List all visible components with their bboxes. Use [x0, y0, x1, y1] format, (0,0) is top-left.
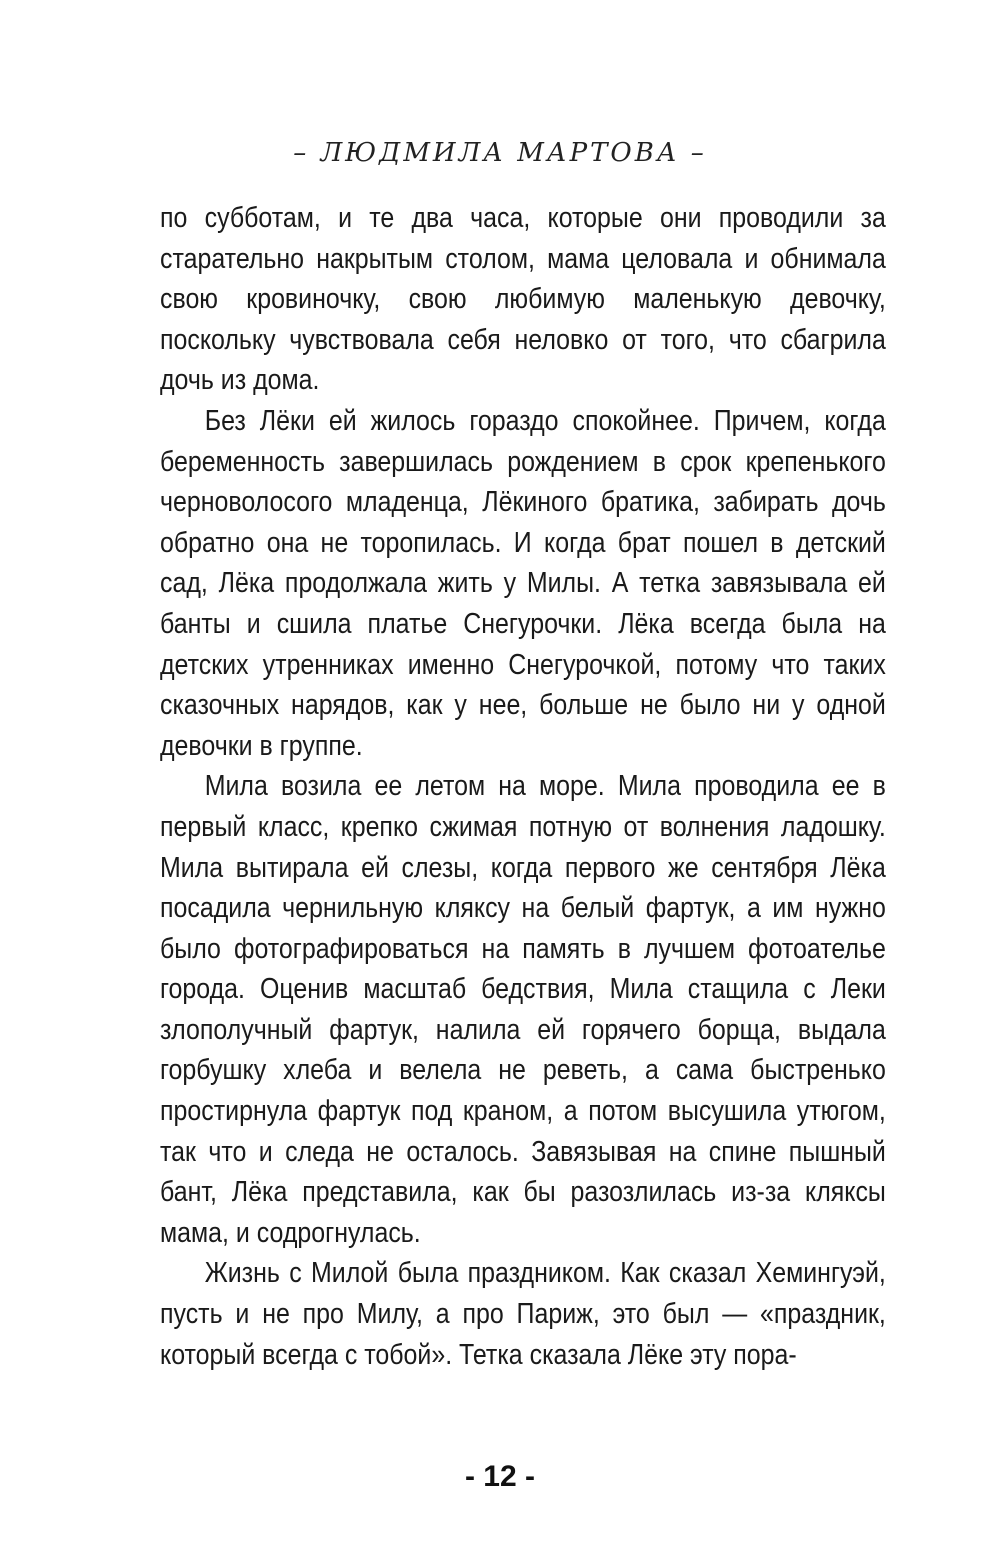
paragraph-3: Мила возила ее летом на море. Мила проводила ее в первый класс, крепко сжимая потную от волнения ладошку. Мила вытирала ей слезы, когда первого же сентября Лёка посадила чернильную кляксу на белый фартук, а им нужно было фотографироваться на память в лучшем фотоателье города. Оценив масштаб бедствия, Мила стащила с Леки злополучный фартук, налила ей горячего борща, выдала горбушку хлеба и велела не реветь, а сама быстренько простирнула фартук под краном, а потом высушила утюгом, так что и следа не осталось. Завязывая на спине пышный бант, Лёка представила, как бы разозлилась из-за кляксы мама, и содрогнулась. — [160, 770, 886, 1249]
paragraph-4: Жизнь с Милой была праздником. Как сказал Хемингуэй, пусть и не про Милу, а про Париж, это был — «праздник, который всегда с тобой». Тетка сказала Лёке эту пора- — [160, 1257, 886, 1371]
paragraph-2: Без Лёки ей жилось гораздо спокойнее. Причем, когда беременность завершилась рождением в срок крепенького черноволосого младенца, Лёкиного братика, забирать дочь обратно она не торопилась. И когда брат пошел в детский сад, Лёка продолжала жить у Милы. А тетка завязывала ей банты и сшила платье Снегурочки. Лёка всегда была на детских утренниках именно Снегурочкой, потому что таких сказочных нарядов, как у нее, больше не было ни у одной девочки в группе. — [160, 404, 886, 762]
page-number: - 12 - — [464, 1460, 536, 1493]
body-text — [160, 198, 886, 1375]
paragraph-1: по субботам, и те два часа, которые они проводили за старательно накрытым столом, мама целовала и обнимала свою кровиночку, свою любимую маленькую девочку, поскольку чувствовала себя неловко от того, что сбагрила дочь из дома. — [160, 202, 886, 397]
running-head-author: – ЛЮДМИЛА МАРТОВА – — [293, 138, 707, 168]
